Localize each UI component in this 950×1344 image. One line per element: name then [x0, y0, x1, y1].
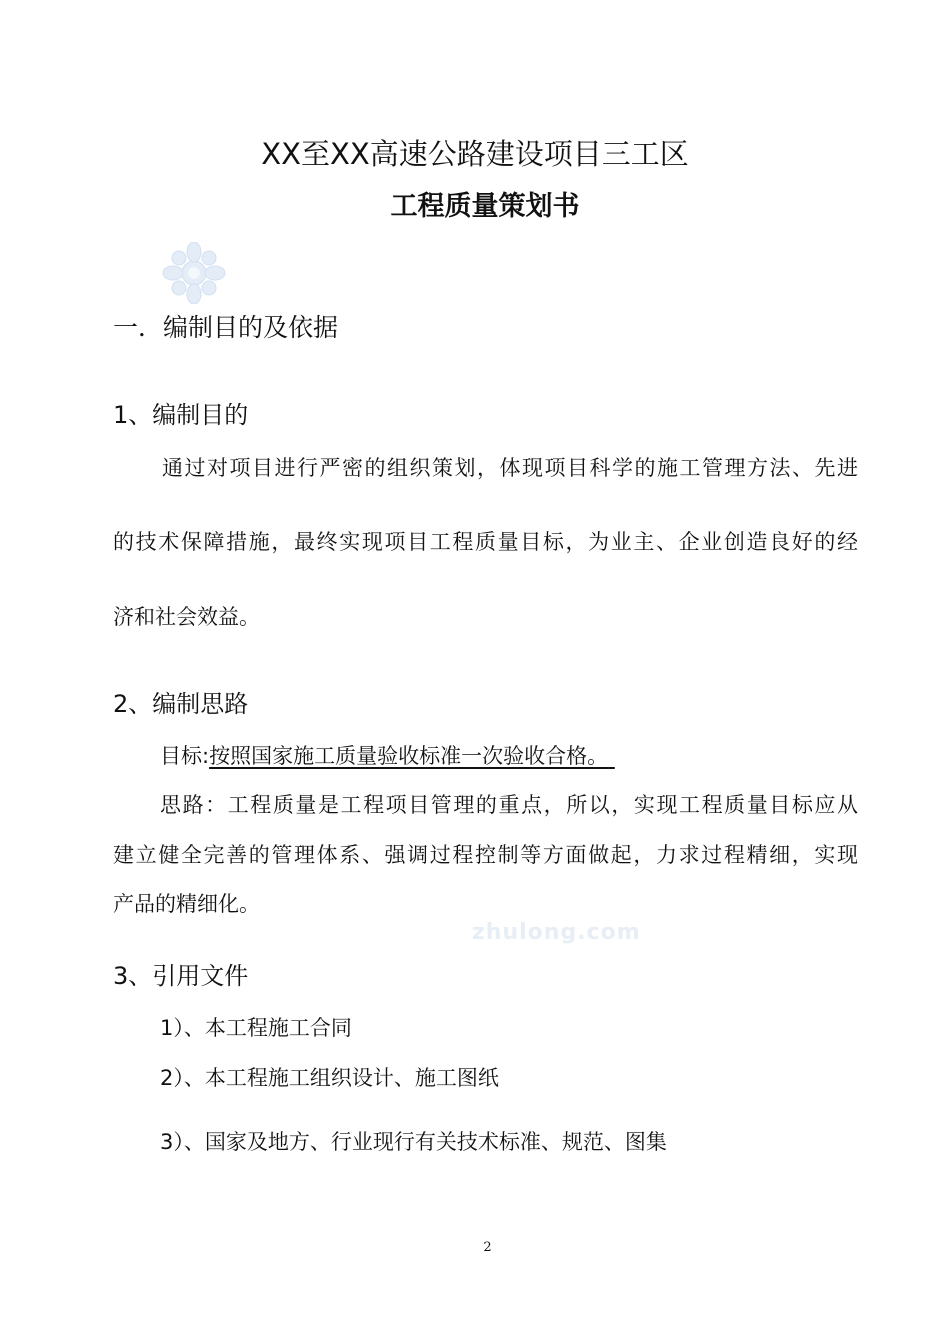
subsection-1-heading: 1、编制目的 — [113, 401, 249, 429]
subsection-3-heading: 3、引用文件 — [113, 962, 249, 990]
paragraph-line: 的技术保障措施，最终实现项目工程质量目标，为业主、企业创造良好的经 — [113, 530, 858, 554]
document-title-line1: XX至XX高速公路建设项目三工区 — [261, 137, 689, 171]
page-number: 2 — [483, 1240, 492, 1255]
section-1-heading: 一．编制目的及依据 — [113, 313, 339, 342]
document-title-line2: 工程质量策划书 — [390, 191, 580, 222]
watermark-text: zhulong.com — [472, 920, 641, 945]
paragraph-line: 济和社会效益。 — [113, 605, 260, 629]
list-item: 3）、国家及地方、行业现行有关技术标准、规范、图集 — [160, 1130, 667, 1154]
goal-label: 目标: — [160, 744, 210, 768]
snowflake-emblem-icon — [160, 242, 228, 304]
list-item: 1）、本工程施工合同 — [160, 1016, 352, 1040]
paragraph-line: 通过对项目进行严密的组织策划，体现项目科学的施工管理方法、先进 — [162, 456, 858, 480]
list-item: 2）、本工程施工组织设计、施工图纸 — [160, 1066, 499, 1090]
paragraph-line: 建立健全完善的管理体系、强调过程控制等方面做起，力求过程精细，实现 — [113, 843, 858, 867]
paragraph-line: 产品的精细化。 — [113, 892, 260, 916]
goal-underline-tail — [608, 744, 615, 768]
goal-text: 按照国家施工质量验收标准一次验收合格。 — [209, 744, 609, 768]
paragraph-line: 思路：工程质量是工程项目管理的重点，所以，实现工程质量目标应从 — [160, 793, 858, 817]
goal-line — [160, 740, 615, 770]
subsection-2-heading: 2、编制思路 — [113, 690, 249, 718]
